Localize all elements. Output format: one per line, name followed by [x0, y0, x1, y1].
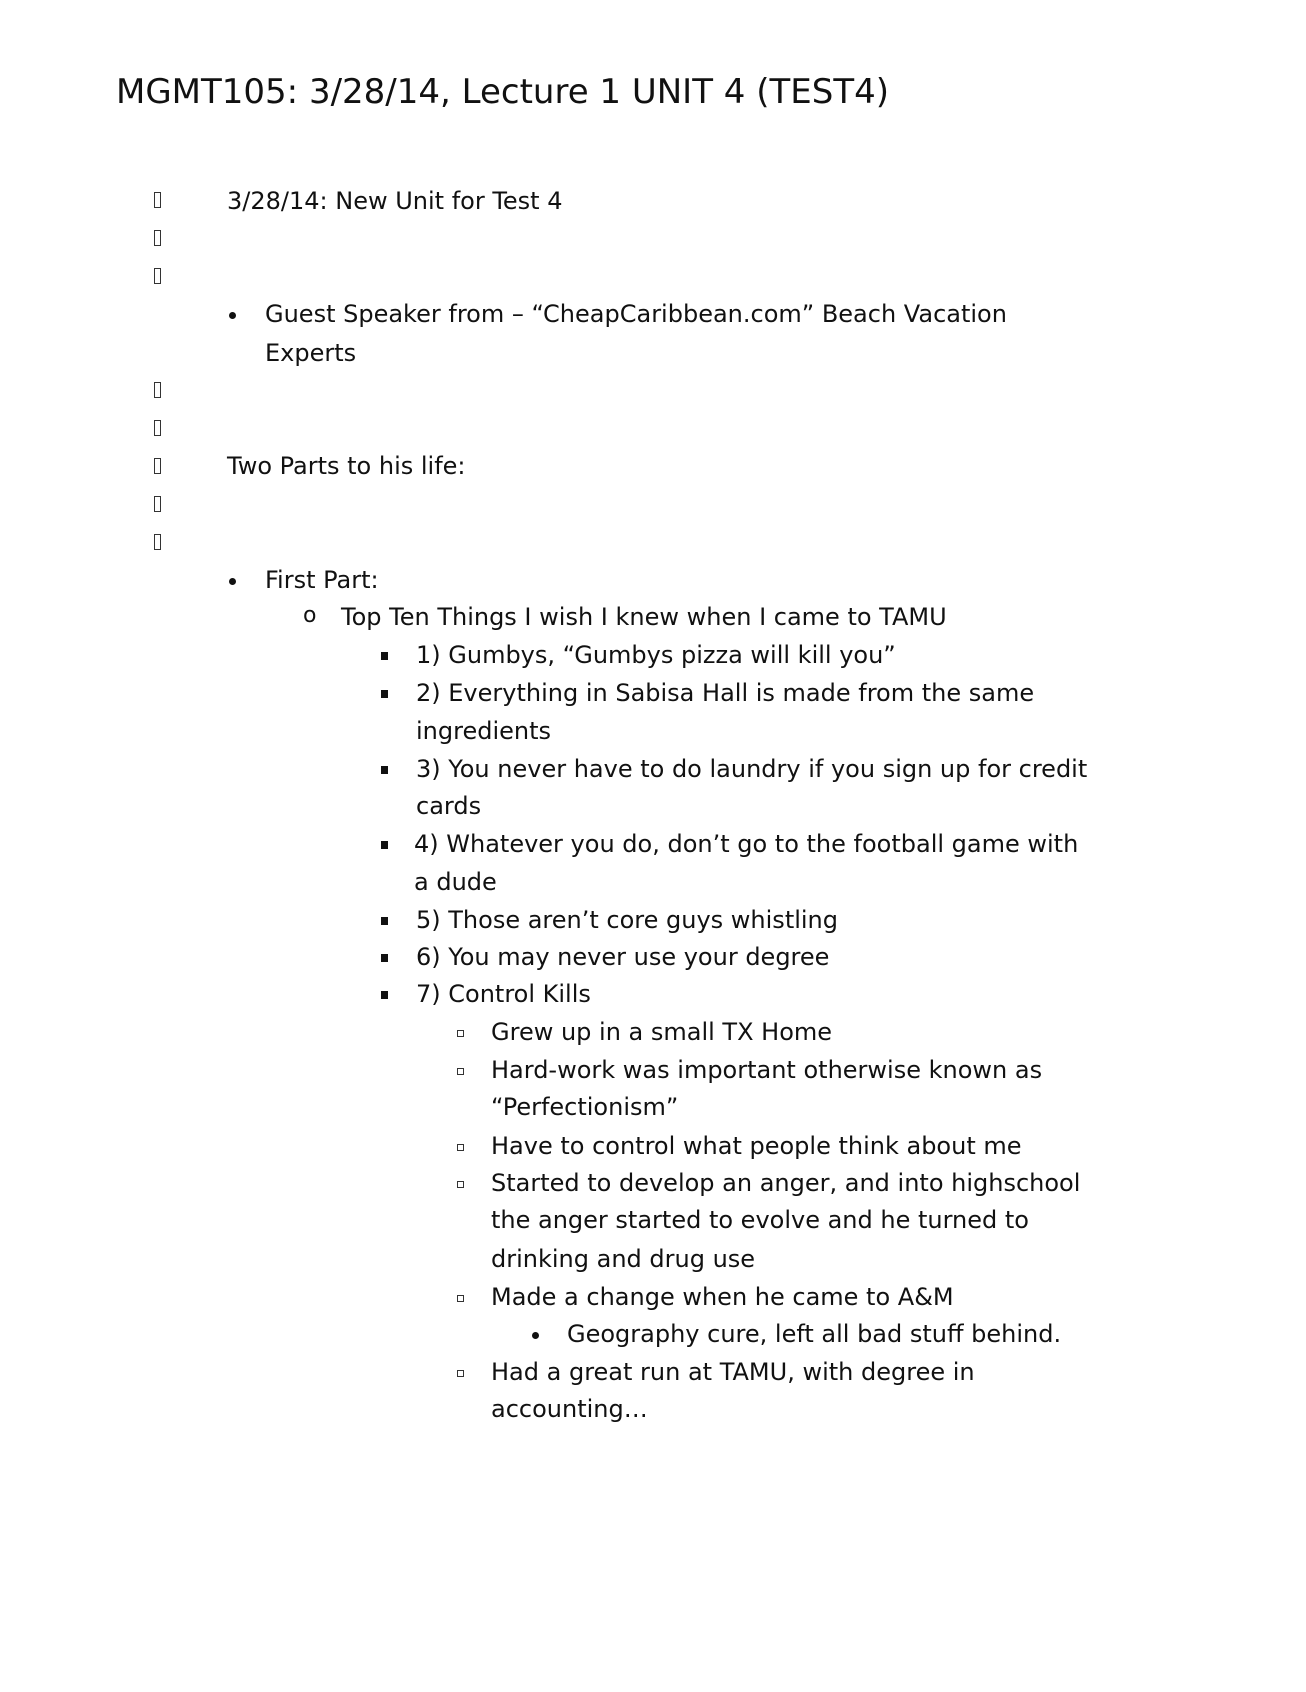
- list-item-continuation: drinking and drug use: [491, 1245, 756, 1273]
- missing-glyph-icon: [154, 534, 161, 550]
- missing-glyph-icon: [154, 458, 161, 474]
- square-bullet-icon: [381, 917, 388, 925]
- list-item-continuation: the anger started to evolve and he turned to: [491, 1206, 1029, 1234]
- list-item: Geography cure, left all bad stuff behind.: [567, 1320, 1062, 1348]
- open-square-bullet-icon: [457, 1295, 464, 1302]
- list-item: 5) Those aren’t core guys whistling: [416, 906, 839, 934]
- list-item: Made a change when he came to A&M: [491, 1283, 954, 1311]
- square-bullet-icon: [381, 652, 388, 660]
- missing-glyph-icon: [154, 496, 161, 512]
- list-item: 4) Whatever you do, don’t go to the football game with: [414, 830, 1079, 858]
- list-item: 2) Everything in Sabisa Hall is made from the same: [416, 679, 1035, 707]
- open-square-bullet-icon: [457, 1181, 464, 1188]
- bullet-icon: [532, 1332, 539, 1339]
- missing-glyph-icon: [154, 192, 161, 208]
- guest-speaker-line-2: Experts: [265, 339, 357, 367]
- list-item-continuation: accounting…: [491, 1395, 648, 1423]
- list-item: Started to develop an anger, and into highschool: [491, 1169, 1081, 1197]
- two-parts-heading: Two Parts to his life:: [227, 452, 466, 480]
- list-item: 3) You never have to do laundry if you sign up for credit: [416, 755, 1088, 783]
- list-item: Had a great run at TAMU, with degree in: [491, 1358, 975, 1386]
- top-ten-heading: Top Ten Things I wish I knew when I came to TAMU: [341, 603, 947, 631]
- first-part-heading: First Part:: [265, 566, 379, 594]
- sub-bullet-marker: o: [303, 603, 317, 628]
- missing-glyph-icon: [154, 420, 161, 436]
- missing-glyph-icon: [154, 382, 161, 398]
- intro-line: 3/28/14: New Unit for Test 4: [227, 187, 563, 215]
- list-item-continuation: cards: [416, 792, 482, 820]
- square-bullet-icon: [381, 954, 388, 962]
- open-square-bullet-icon: [457, 1030, 464, 1037]
- list-item: Hard-work was important otherwise known as: [491, 1056, 1043, 1084]
- square-bullet-icon: [381, 690, 388, 698]
- open-square-bullet-icon: [457, 1370, 464, 1377]
- list-item: Grew up in a small TX Home: [491, 1018, 833, 1046]
- page-title: MGMT105: 3/28/14, Lecture 1 UNIT 4 (TEST4): [116, 72, 889, 112]
- open-square-bullet-icon: [457, 1144, 464, 1151]
- missing-glyph-icon: [154, 268, 161, 284]
- open-square-bullet-icon: [457, 1068, 464, 1075]
- list-item: 7) Control Kills: [416, 980, 591, 1008]
- missing-glyph-icon: [154, 230, 161, 246]
- square-bullet-icon: [381, 841, 388, 849]
- list-item: Have to control what people think about me: [491, 1132, 1022, 1160]
- list-item: 6) You may never use your degree: [416, 943, 830, 971]
- bullet-icon: [229, 578, 236, 585]
- square-bullet-icon: [381, 991, 388, 999]
- guest-speaker-line-1: Guest Speaker from – “CheapCaribbean.com” Beach Vacation: [265, 300, 1007, 328]
- list-item: 1) Gumbys, “Gumbys pizza will kill you”: [416, 641, 896, 669]
- list-item-continuation: “Perfectionism”: [491, 1093, 679, 1121]
- square-bullet-icon: [381, 766, 388, 774]
- bullet-icon: [229, 312, 236, 319]
- list-item-continuation: a dude: [414, 868, 497, 896]
- list-item-continuation: ingredients: [416, 717, 552, 745]
